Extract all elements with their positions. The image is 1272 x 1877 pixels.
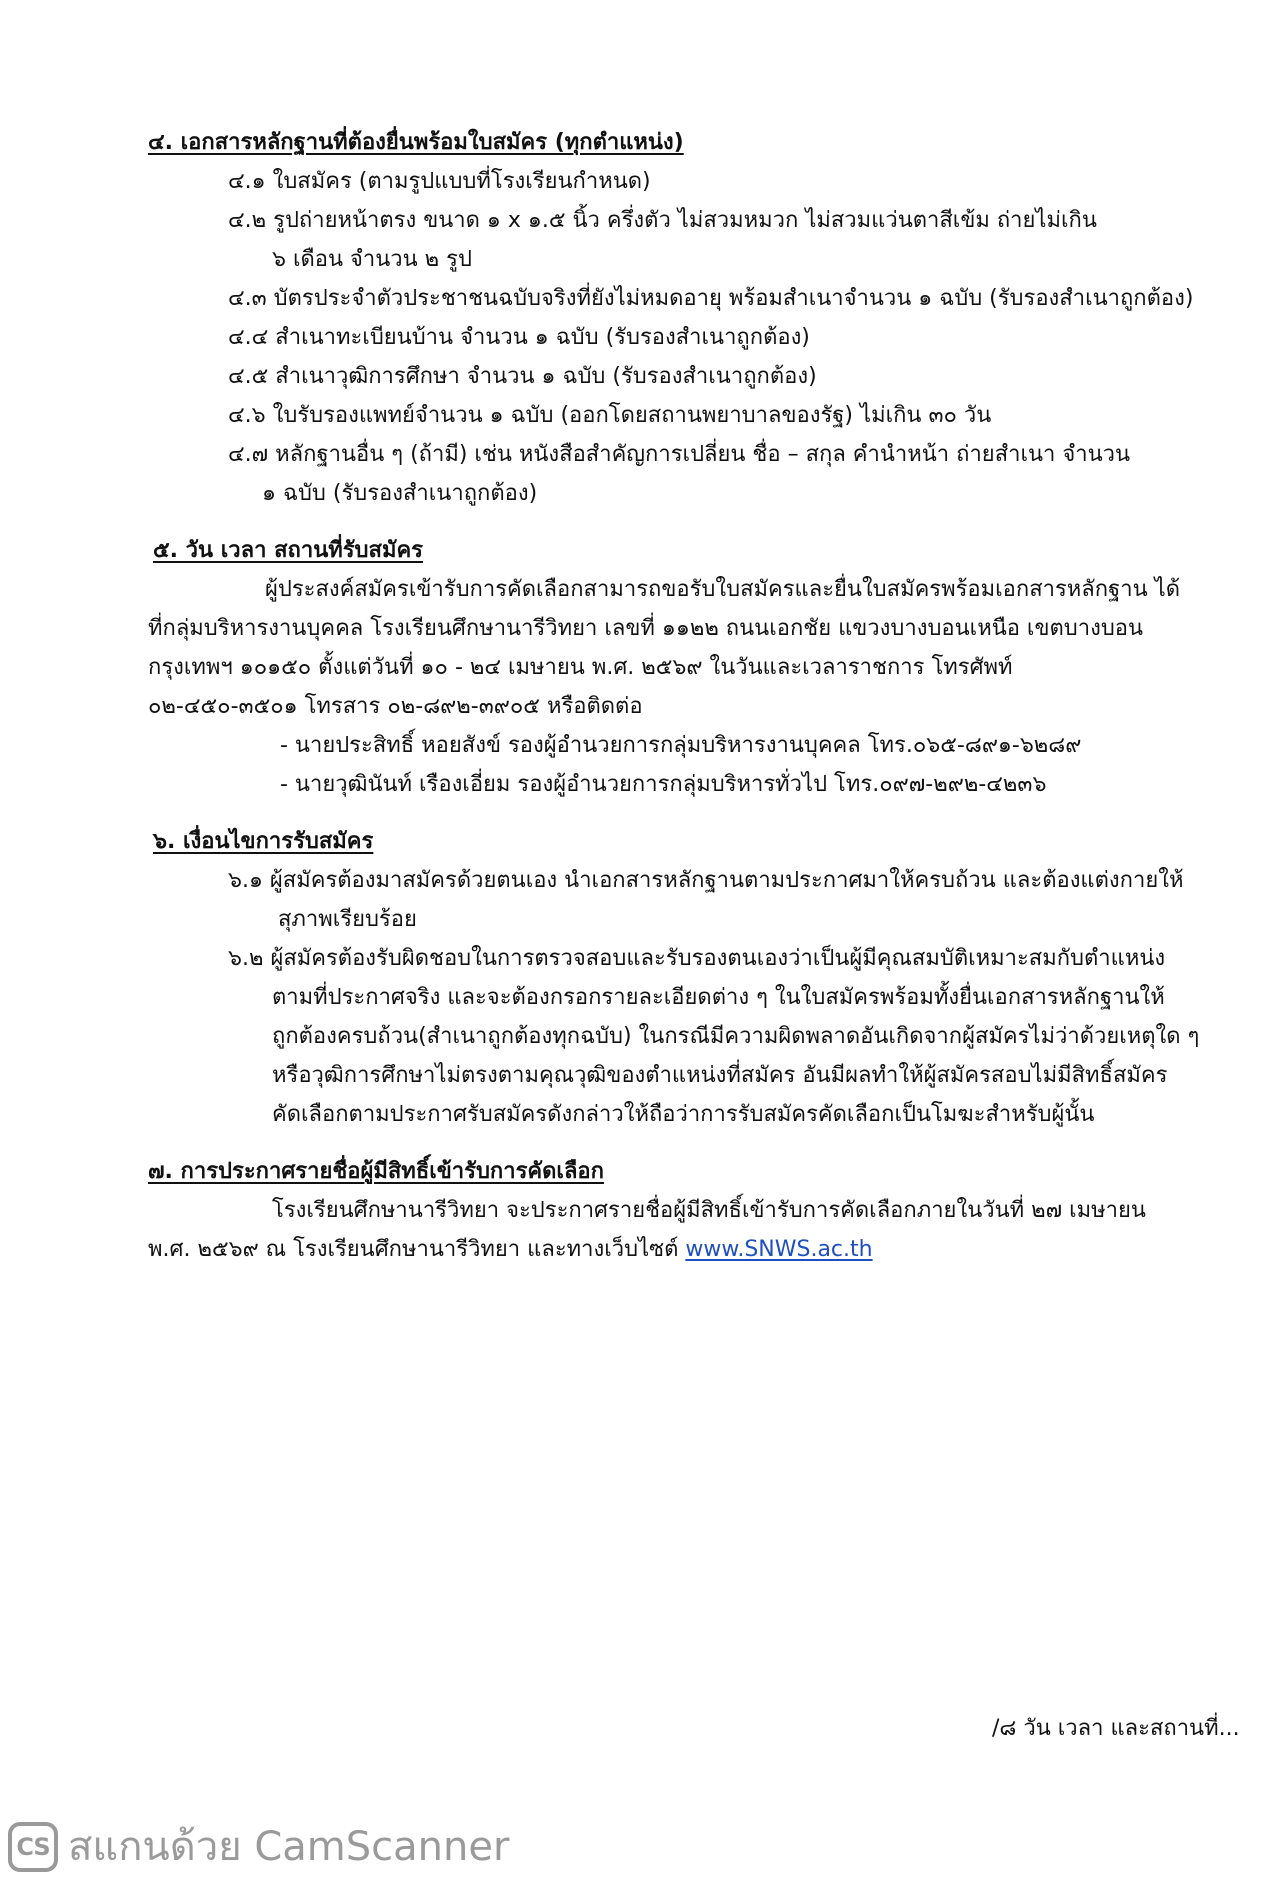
section-5-contact-1: - นายประสิทธิ์ หอยสังข์ รองผู้อำนวยการกลุ่มบริหารงานบุคคล โทร.๐๖๕-๘๙๑-๖๒๘๙ bbox=[280, 733, 1082, 758]
camscanner-watermark bbox=[8, 1822, 509, 1872]
section-4-item-2-cont: ๖ เดือน จำนวน ๒ รูป bbox=[272, 247, 472, 272]
website-link[interactable]: www.SNWS.ac.th bbox=[685, 1237, 873, 1262]
section-6-line-2: สุภาพเรียบร้อย bbox=[278, 907, 417, 932]
section-4-item-6: ๔.๖ ใบรับรองแพทย์จำนวน ๑ ฉบับ (ออกโดยสถานพยาบาลของรัฐ) ไม่เกิน ๓๐ วัน bbox=[228, 403, 992, 428]
section-6-line-5: ถูกต้องครบถ้วน(สำเนาถูกต้องทุกฉบับ) ในกรณีมีความผิดพลาดอันเกิดจากผู้สมัครไม่ว่าด้วยเหตุใด ๆ bbox=[272, 1024, 1200, 1049]
section-5-line-4: ๐๒-๔๕๐-๓๕๐๑ โทรสาร ๐๒-๘๙๒-๓๙๐๕ หรือติดต่อ bbox=[148, 694, 643, 719]
section-5-line-1: ผู้ประสงค์สมัครเข้ารับการคัดเลือกสามารถขอรับใบสมัครและยื่นใบสมัครพร้อมเอกสารหลักฐาน ได้ bbox=[265, 577, 1180, 602]
section-5-heading: ๕. วัน เวลา สถานที่รับสมัคร bbox=[153, 538, 423, 563]
section-7-line-2-text: พ.ศ. ๒๕๖๙ ณ โรงเรียนศึกษานารีวิทยา และทางเว็บไซต์ bbox=[148, 1237, 686, 1262]
section-6-line-4: ตามที่ประกาศจริง และจะต้องกรอกรายละเอียดต่าง ๆ ในใบสมัครพร้อมทั้งยื่นเอกสารหลักฐานให้ bbox=[272, 985, 1165, 1010]
section-4-item-7: ๔.๗ หลักฐานอื่น ๆ (ถ้ามี) เช่น หนังสือสำคัญการเปลี่ยน ชื่อ – สกุล คำนำหน้า ถ่ายสำเนา จำนวน bbox=[228, 442, 1131, 467]
section-6-line-7: คัดเลือกตามประกาศรับสมัครดังกล่าวให้ถือว่าการรับสมัครคัดเลือกเป็นโมฆะสำหรับผู้นั้น bbox=[272, 1102, 1095, 1127]
camscanner-text: สแกนด้วย CamScanner bbox=[68, 1824, 510, 1870]
section-5-line-3: กรุงเทพฯ ๑๐๑๕๐ ตั้งแต่วันที่ ๑๐ - ๒๔ เมษายน พ.ศ. ๒๕๖๙ ในวันและเวลาราชการ โทรศัพท์ bbox=[148, 655, 1013, 680]
section-4-item-3: ๔.๓ บัตรประจำตัวประชาชนฉบับจริงที่ยังไม่หมดอายุ พร้อมสำเนาจำนวน ๑ ฉบับ (รับรองสำเนาถูกต้อง) bbox=[228, 286, 1194, 311]
section-4-item-4: ๔.๔ สำเนาทะเบียนบ้าน จำนวน ๑ ฉบับ (รับรองสำเนาถูกต้อง) bbox=[228, 325, 810, 350]
section-6-line-1: ๖.๑ ผู้สมัครต้องมาสมัครด้วยตนเอง นำเอกสารหลักฐานตามประกาศมาให้ครบถ้วน และต้องแต่งกายให้ bbox=[228, 868, 1184, 893]
section-5-contact-2: - นายวุฒินันท์ เรืองเอี่ยม รองผู้อำนวยการกลุ่มบริหารทั่วไป โทร.๐๙๗-๒๙๒-๔๒๓๖ bbox=[280, 772, 1047, 797]
section-4-item-1: ๔.๑ ใบสมัคร (ตามรูปแบบที่โรงเรียนกำหนด) bbox=[228, 169, 651, 194]
camscanner-logo-icon: CS bbox=[8, 1822, 58, 1872]
section-4-heading: ๔. เอกสารหลักฐานที่ต้องยื่นพร้อมใบสมัคร (ทุกตำแหน่ง) bbox=[148, 130, 684, 155]
section-4-item-5: ๔.๕ สำเนาวุฒิการศึกษา จำนวน ๑ ฉบับ (รับรองสำเนาถูกต้อง) bbox=[228, 364, 817, 389]
section-5-line-2: ที่กลุ่มบริหารงานบุคคล โรงเรียนศึกษานารีวิทยา เลขที่ ๑๑๒๒ ถนนเอกชัย แขวงบางบอนเหนือ เขตบางบอน bbox=[148, 616, 1144, 641]
section-6-line-3: ๖.๒ ผู้สมัครต้องรับผิดชอบในการตรวจสอบและรับรองตนเองว่าเป็นผู้มีคุณสมบัติเหมาะสมกับตำแหน่ง bbox=[228, 946, 1166, 971]
section-4-item-7-cont: ๑ ฉบับ (รับรองสำเนาถูกต้อง) bbox=[262, 481, 538, 506]
next-page-note: /๘ วัน เวลา และสถานที่... bbox=[992, 1716, 1240, 1741]
section-4-item-2: ๔.๒ รูปถ่ายหน้าตรง ขนาด ๑ x ๑.๕ นิ้ว ครึ่งตัว ไม่สวมหมวก ไม่สวมแว่นตาสีเข้ม ถ่ายไม่เกิน bbox=[228, 208, 1097, 233]
section-7-heading: ๗. การประกาศรายชื่อผู้มีสิทธิ์เข้ารับการคัดเลือก bbox=[148, 1159, 604, 1184]
section-7-line-2 bbox=[148, 1235, 873, 1265]
section-6-line-6: หรือวุฒิการศึกษาไม่ตรงตามคุณวุฒิของตำแหน่งที่สมัคร อันมีผลทำให้ผู้สมัครสอบไม่มีสิทธิ์สมัคร bbox=[272, 1063, 1168, 1088]
section-6-heading: ๖. เงื่อนไขการรับสมัคร bbox=[153, 829, 374, 854]
section-7-line-1: โรงเรียนศึกษานารีวิทยา จะประกาศรายชื่อผู้มีสิทธิ์เข้ารับการคัดเลือกภายในวันที่ ๒๗ เมษายน bbox=[272, 1198, 1146, 1223]
